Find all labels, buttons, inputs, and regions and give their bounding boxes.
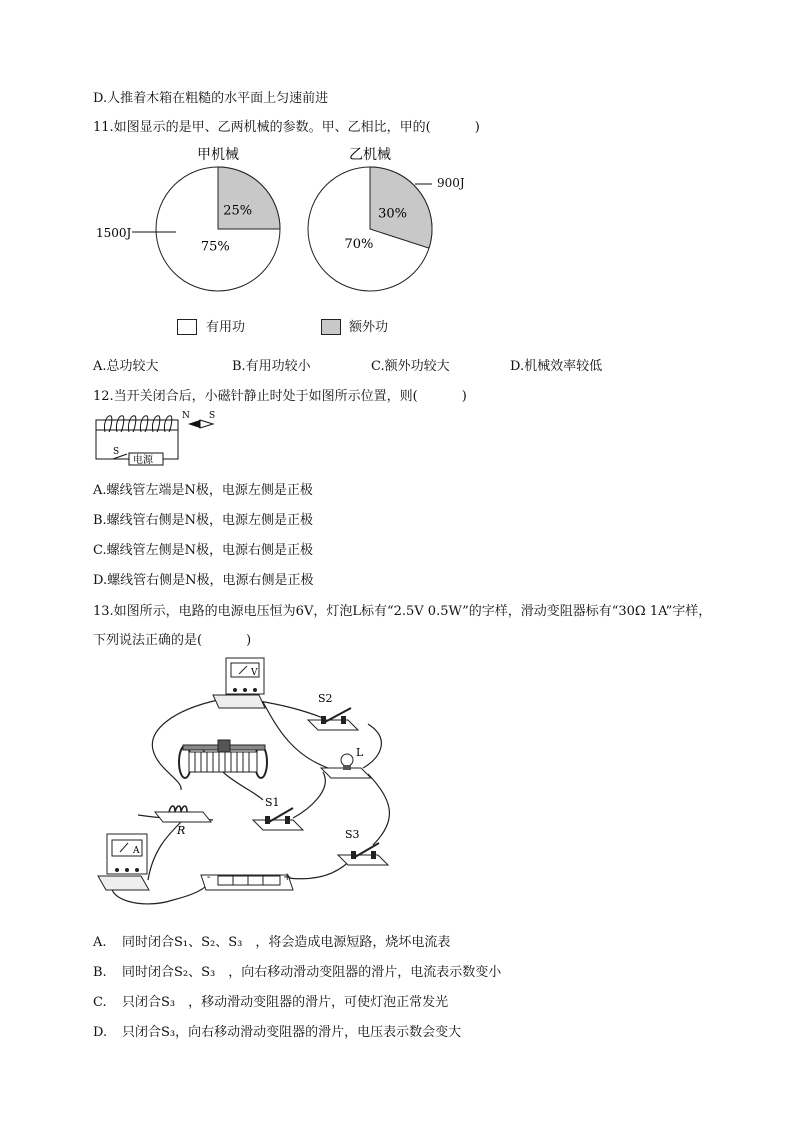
pie-yi-title: 乙机械 (349, 147, 391, 163)
q13-option-c (93, 994, 448, 1012)
pie-yi-annotation-text: 900J (437, 176, 465, 190)
resistor-label: R (177, 824, 186, 837)
q12-stem (93, 388, 467, 406)
power-source-label: 电源 (133, 455, 153, 466)
q12-stem-suffix: ) (461, 389, 467, 404)
q13-option-b (93, 964, 501, 982)
pie-label-extra: 30% (378, 206, 408, 222)
switch-label: S (113, 447, 120, 457)
q13-option-a-text: 同时闭合S₁、S₂、S₃ ，将会造成电源短路，烧坏电流表 (122, 935, 451, 950)
pie-jia-title: 甲机械 (197, 147, 239, 163)
rheostat (179, 740, 267, 778)
q11-pie-charts (90, 140, 450, 300)
q12-solenoid-figure (93, 406, 223, 466)
legend-swatch-extra (321, 319, 341, 335)
q13-stem-prefix: 下列说法正确的是( (93, 633, 203, 648)
voltmeter-label: V (251, 668, 258, 678)
q13-option-c-text: 只闭合S₃ ，移动滑动变阻器的滑片，可使灯泡正常发光 (122, 995, 449, 1010)
pie-jia (156, 167, 280, 291)
q13-option-c-letter: C. (93, 995, 107, 1010)
pie-slice-extra (218, 167, 280, 229)
needle-s-label: S (209, 411, 216, 421)
battery-plus-label: + (283, 872, 292, 883)
voltmeter (213, 658, 265, 708)
battery (201, 872, 293, 890)
q12-stem-prefix: 12.当开关闭合后，小磁针静止时处于如图所示位置，则( (93, 389, 418, 404)
switch-s3 (338, 828, 388, 865)
ammeter-label: A (133, 846, 140, 856)
needle-south-half (200, 420, 213, 428)
q12-option-c: C.螺线管左侧是N极，电源右侧是正极 (93, 543, 313, 558)
legend-label-extra: 额外功 (349, 320, 389, 335)
pie-yi (308, 167, 432, 291)
q10-option-d: D.人推着木箱在粗糙的水平面上匀速前进 (93, 91, 329, 106)
q13-option-b-letter: B. (93, 965, 107, 980)
circuit-wires (111, 700, 389, 904)
resistor-r (155, 806, 211, 837)
needle-north-half (188, 420, 200, 428)
battery-minus-label: - (207, 872, 211, 883)
pie-label-extra: 25% (223, 203, 253, 219)
legend-swatch-useful (177, 319, 197, 335)
pie-label-useful: 70% (344, 236, 374, 252)
q13-stem-line1: 13.如图所示，电路的电源电压恒为6V，灯泡L标有“2.5V 0.5W”的字样，滑动变阻器标有“30Ω 1A”字样， (93, 604, 712, 619)
q13-option-d-text: 只闭合S₃，向右移动滑动变阻器的滑片，电压表示数会变大 (122, 1025, 462, 1040)
switch-s1 (253, 796, 303, 830)
pie-label-useful: 75% (200, 239, 230, 255)
pie-jia-annotation: 1500J (96, 226, 132, 240)
q11-option-b: B.有用功较小 (232, 359, 311, 374)
q12-option-a: A.螺线管左端是N极，电源左侧是正极 (93, 483, 313, 498)
s1-label: S1 (265, 796, 280, 809)
q13-option-d (93, 1024, 461, 1042)
q11-option-a: A.总功较大 (93, 359, 159, 374)
q11-option-d: D.机械效率较低 (510, 359, 603, 374)
q11-option-c: C.额外功较大 (371, 359, 450, 374)
q11-stem-suffix: ) (474, 120, 480, 135)
needle-n-label: N (182, 411, 190, 421)
q13-stem-suffix: ) (246, 633, 252, 648)
switch-s2 (308, 692, 358, 730)
q11-stem-prefix: 11.如图显示的是甲、乙两机械的参数。甲、乙相比，甲的( (93, 120, 431, 135)
lamp (321, 746, 371, 778)
ammeter (98, 834, 149, 890)
q13-option-d-letter: D. (93, 1025, 108, 1040)
s2-label: S2 (318, 692, 333, 705)
s3-label: S3 (345, 828, 360, 841)
lamp-label: L (356, 746, 364, 759)
q11-stem (93, 119, 480, 137)
q13-option-a (93, 934, 450, 952)
q13-circuit-figure (93, 650, 413, 912)
q13-option-b-text: 同时闭合S₂、S₃ ，向右移动滑动变阻器的滑片，电流表示数变小 (122, 965, 502, 980)
q13-stem-line2 (93, 632, 251, 650)
legend-label-useful: 有用功 (206, 320, 246, 335)
q12-option-d: D.螺线管右侧是N极，电源右侧是正极 (93, 573, 314, 588)
q13-option-a-letter: A. (93, 935, 107, 950)
q12-option-b: B.螺线管右侧是N极，电源左侧是正极 (93, 513, 314, 528)
